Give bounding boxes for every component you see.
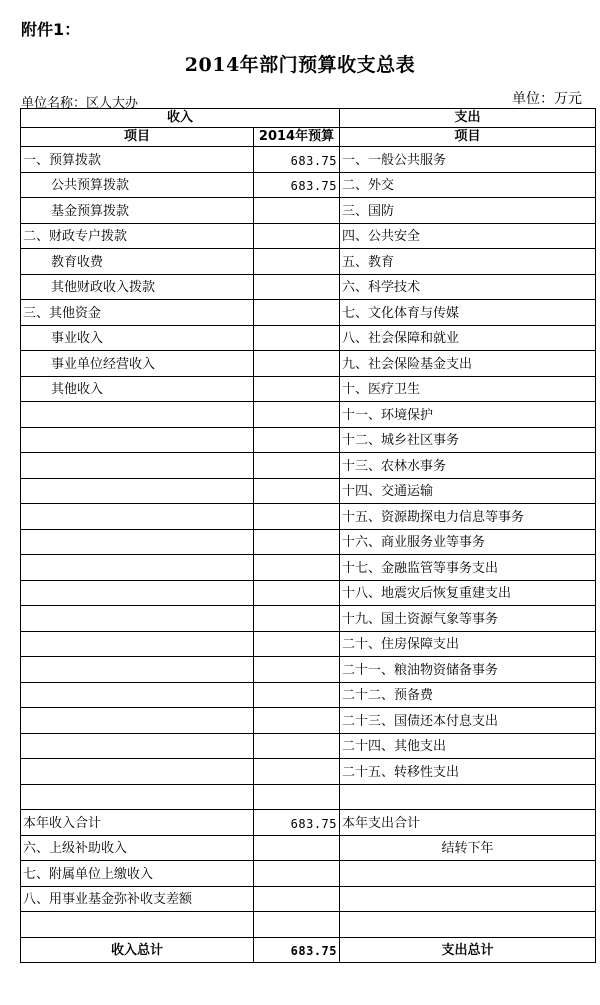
income-item-column-header: 项目 [21, 128, 254, 147]
income-item-cell [21, 555, 254, 581]
income-item-cell [21, 733, 254, 759]
table-row [21, 580, 596, 606]
expense-item-cell: 十、医疗卫生 [340, 376, 596, 402]
income-item-cell: 其他收入 [21, 376, 254, 402]
summary-row [21, 861, 596, 887]
summary-expense-cell [340, 886, 596, 912]
summary-income-cell: 八、用事业基金弥补收支差额 [21, 886, 254, 912]
budget-amount-cell [254, 708, 340, 734]
expense-item-cell: 九、社会保险基金支出 [340, 351, 596, 377]
table-row [21, 249, 596, 275]
income-item-cell [21, 580, 254, 606]
expense-item-cell: 十四、交通运输 [340, 478, 596, 504]
budget-amount-cell [254, 453, 340, 479]
income-item-cell: 公共预算拨款 [21, 172, 254, 198]
table-row [21, 198, 596, 224]
income-item-cell [21, 504, 254, 530]
expense-item-cell: 八、社会保障和就业 [340, 325, 596, 351]
summary-income-cell: 七、附属单位上缴收入 [21, 861, 254, 887]
table-row [21, 708, 596, 734]
table-row [21, 402, 596, 428]
table-row [21, 555, 596, 581]
budget-amount-cell: 683.75 [254, 172, 340, 198]
expense-item-cell: 二、外交 [340, 172, 596, 198]
table-row [21, 274, 596, 300]
expense-item-cell: 三、国防 [340, 198, 596, 224]
income-item-cell [21, 682, 254, 708]
table-row [21, 504, 596, 530]
grand-total-row [21, 937, 596, 963]
expense-item-cell: 十九、国土资源气象等事务 [340, 606, 596, 632]
table-row [21, 606, 596, 632]
budget-amount-cell [254, 529, 340, 555]
income-item-cell [21, 631, 254, 657]
table-row [21, 223, 596, 249]
expense-item-cell: 十七、金融监管等事务支出 [340, 555, 596, 581]
summary-expense-cell: 本年支出合计 [340, 810, 596, 836]
currency-unit: 单位：万元 [512, 91, 582, 107]
expense-item-cell: 四、公共安全 [340, 223, 596, 249]
income-item-cell [21, 759, 254, 785]
expense-item-cell: 七、文化体育与传媒 [340, 300, 596, 326]
expense-item-cell [340, 784, 596, 810]
income-item-cell [21, 402, 254, 428]
summary-row [21, 835, 596, 861]
income-item-cell: 三、其他资金 [21, 300, 254, 326]
summary-budget-cell [254, 835, 340, 861]
table-row [21, 631, 596, 657]
summary-row [21, 886, 596, 912]
expense-item-cell: 二十四、其他支出 [340, 733, 596, 759]
table-row [21, 300, 596, 326]
income-item-cell [21, 427, 254, 453]
expense-item-cell: 二十五、转移性支出 [340, 759, 596, 785]
budget-amount-cell [254, 682, 340, 708]
income-item-cell [21, 453, 254, 479]
table-row [21, 682, 596, 708]
attachment-label: 附件1： [21, 20, 81, 39]
income-total-label: 收入总计 [21, 937, 254, 963]
budget-amount-cell [254, 325, 340, 351]
table-row [21, 172, 596, 198]
income-section-header: 收入 [21, 109, 340, 128]
budget-amount-cell: 683.75 [254, 147, 340, 173]
expense-total-label: 支出总计 [340, 937, 596, 963]
table-row [21, 478, 596, 504]
budget-amount-cell [254, 759, 340, 785]
expense-item-cell: 十二、城乡社区事务 [340, 427, 596, 453]
expense-item-cell: 十三、农林水事务 [340, 453, 596, 479]
expense-item-cell: 十一、环境保护 [340, 402, 596, 428]
table-row [21, 759, 596, 785]
income-item-cell: 一、预算拨款 [21, 147, 254, 173]
budget-amount-cell [254, 249, 340, 275]
expense-item-cell: 五、教育 [340, 249, 596, 275]
summary-expense-cell [340, 861, 596, 887]
budget-amount-cell [254, 402, 340, 428]
budget-amount-cell [254, 555, 340, 581]
page-title: 2014年部门预算收支总表 [184, 54, 416, 76]
summary-row [21, 912, 596, 938]
summary-row [21, 810, 596, 836]
budget-amount-cell [254, 478, 340, 504]
income-item-cell: 基金预算拨款 [21, 198, 254, 224]
income-item-cell [21, 708, 254, 734]
summary-income-cell: 本年收入合计 [21, 810, 254, 836]
column-header-row [21, 128, 596, 147]
expense-item-cell: 二十二、预备费 [340, 682, 596, 708]
budget-summary-table [20, 108, 596, 963]
table-row [21, 147, 596, 173]
table-row [21, 427, 596, 453]
budget-amount-cell [254, 784, 340, 810]
table-row [21, 351, 596, 377]
expense-item-cell: 二十三、国债还本付息支出 [340, 708, 596, 734]
income-item-cell: 二、财政专户拨款 [21, 223, 254, 249]
table-row [21, 376, 596, 402]
summary-budget-cell [254, 886, 340, 912]
summary-income-cell: 六、上级补助收入 [21, 835, 254, 861]
income-item-cell [21, 606, 254, 632]
expense-item-cell: 六、科学技术 [340, 274, 596, 300]
table-row [21, 733, 596, 759]
expense-item-column-header: 项目 [340, 128, 596, 147]
budget-amount-cell [254, 504, 340, 530]
unit-name: 单位名称：区人大办 [21, 96, 139, 111]
summary-income-cell [21, 912, 254, 938]
table-row [21, 453, 596, 479]
expense-item-cell: 二十、住房保障支出 [340, 631, 596, 657]
income-item-cell [21, 657, 254, 683]
budget-amount-cell [254, 351, 340, 377]
budget-amount-cell [254, 223, 340, 249]
table-row [21, 325, 596, 351]
summary-expense-cell [340, 912, 596, 938]
summary-budget-cell: 683.75 [254, 810, 340, 836]
budget-amount-cell [254, 631, 340, 657]
budget-amount-cell [254, 733, 340, 759]
budget-amount-cell [254, 427, 340, 453]
table-row [21, 529, 596, 555]
income-item-cell: 事业单位经营收入 [21, 351, 254, 377]
income-item-cell: 事业收入 [21, 325, 254, 351]
expense-item-cell: 二十一、粮油物资储备事务 [340, 657, 596, 683]
budget-column-header: 2014年预算 [254, 128, 340, 147]
budget-amount-cell [254, 300, 340, 326]
summary-expense-cell: 结转下年 [340, 835, 596, 861]
income-total-amount: 683.75 [254, 937, 340, 963]
budget-amount-cell [254, 657, 340, 683]
section-header-row [21, 109, 596, 128]
income-item-cell [21, 478, 254, 504]
income-item-cell: 其他财政收入拨款 [21, 274, 254, 300]
expense-item-cell: 十六、商业服务业等事务 [340, 529, 596, 555]
budget-amount-cell [254, 606, 340, 632]
expense-item-cell: 一、一般公共服务 [340, 147, 596, 173]
budget-amount-cell [254, 274, 340, 300]
expense-item-cell: 十八、地震灾后恢复重建支出 [340, 580, 596, 606]
budget-amount-cell [254, 198, 340, 224]
income-item-cell: 教育收费 [21, 249, 254, 275]
income-item-cell [21, 784, 254, 810]
expense-section-header: 支出 [340, 109, 596, 128]
summary-budget-cell [254, 912, 340, 938]
income-item-cell [21, 529, 254, 555]
budget-amount-cell [254, 376, 340, 402]
table-row [21, 657, 596, 683]
budget-amount-cell [254, 580, 340, 606]
table-row [21, 784, 596, 810]
summary-budget-cell [254, 861, 340, 887]
expense-item-cell: 十五、资源勘探电力信息等事务 [340, 504, 596, 530]
